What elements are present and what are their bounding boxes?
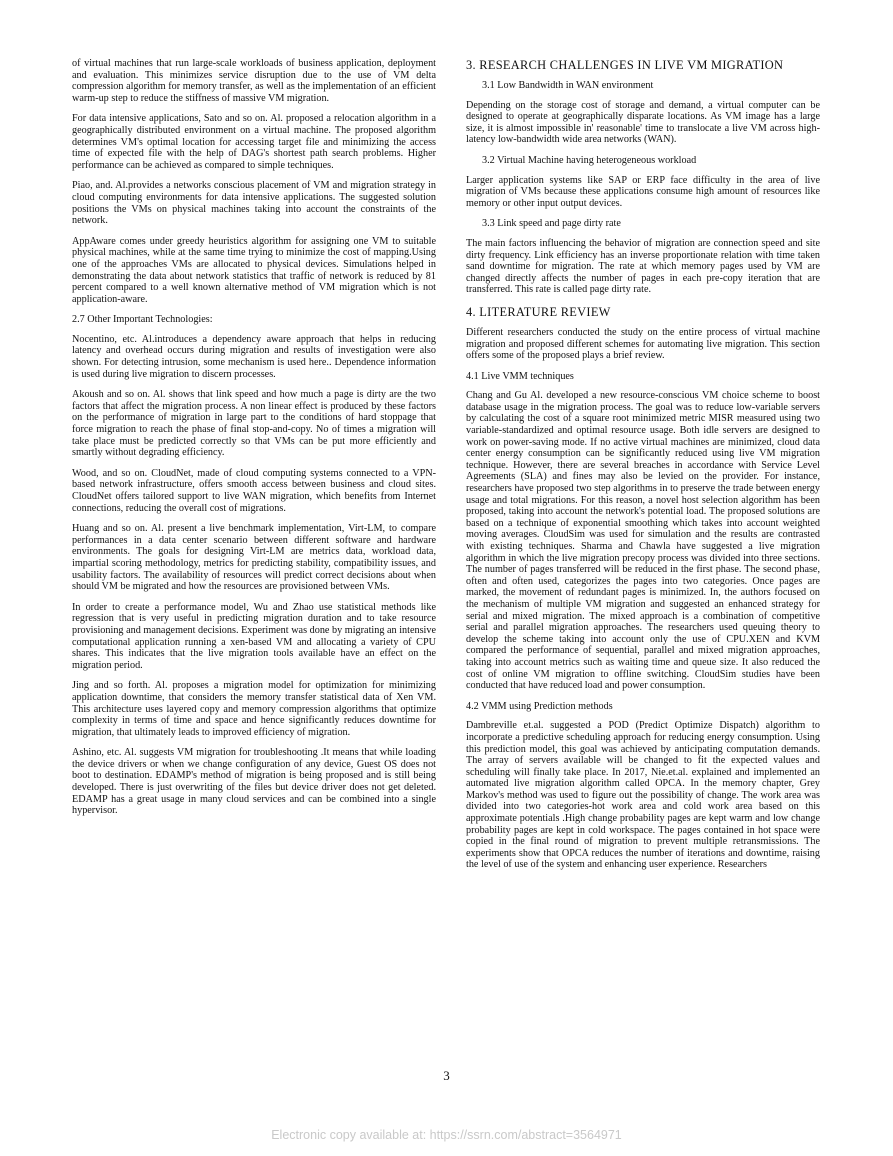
paragraph: Huang and so on. Al. present a live benchmark implementation, Virt-LM, to compare performances in a data center scenario between different software and hardware environments. The goals for designing Virt-LM are metrics data, workload data, impartial scoring methodology, metrics for predicting stability, compatibility issues, and usability factors. The availability of resources will predict correct decisions about when should VM be migrated and how the resources are provisioned between VMs.: [72, 523, 436, 593]
paragraph: Ashino, etc. Al. suggests VM migration for troubleshooting .It means that while loading the device drivers or when we change configuration of any device, Guest OS does not boot to destination. EDAMP's method of migration is being proposed and is still being developed. There is just overwriting of the files but device driver does not get deleted. EDAMP has a great usage in many cloud services and can be combined into a single hypervisor.: [72, 747, 436, 817]
paragraph: Nocentino, etc. Al.introduces a dependency aware approach that helps in reducing latency and overhead occurs during migration and results of investigation were also shown. For detecting intrusion, some mechanism is used here.. Dependence information is used during live migration to discern processes.: [72, 333, 436, 380]
paragraph: AppAware comes under greedy heuristics algorithm for assigning one VM to suitable physical machines, while at the same time trying to minimize the cost of mapping.Using one of the approaches VMs are allocated to physical devices. Simulations helped in demonstrating the data about network statistics that traffic of network is reduced by 81 percent compared to a well known alternative method of VM migration which is not application-aware.: [72, 235, 436, 305]
subsection-heading-3-1: 3.1 Low Bandwidth in WAN environment: [482, 80, 654, 91]
paragraph: In order to create a performance model, Wu and Zhao use statistical methods like regression that is very useful in predicting migration duration and to take resource provisioning and management decisions. Experiment was done by migrating an intensive computational application running a xen-based VM and allocating a variety of CPU shares. This indicates that the live migration tools available have an effect on the migration period.: [72, 601, 436, 671]
paragraph: The main factors influencing the behavior of migration are connection speed and site dirty frequency. Link efficiency has an inverse proportionate relation with time taken sand downtime for migration. The rate at which memory pages used by VM are changed directly affects the number of pages in each pre-copy iteration that are transferred. This rate is called page dirty rate.: [466, 237, 820, 296]
section-heading-3: 3. RESEARCH CHALLENGES IN LIVE VM MIGRATION: [466, 58, 784, 72]
paragraph: Wood, and so on. CloudNet, made of cloud computing systems connected to a VPN-based network infrastructure, offers smooth access between business and cloud sites. CloudNet offers tailored support to live WAN migration, which benefits from Internet connections, reducing the overall cost of migrations.: [72, 467, 436, 514]
page-number: 3: [443, 1068, 450, 1083]
paragraph: Akoush and so on. Al. shows that link speed and how much a page is dirty are the two factors that affect the migration process. A non linear effect is produced by these factors on the performance of migration in large part to the conditions of hard stoppage that force migration to reach the phase of final stop-and-copy. No of times a migration will take place must be predicted correctly so that VMs can be put more efficiently and smartly without degrading efficiency.: [72, 389, 436, 459]
subsection-heading-4-1: 4.1 Live VMM techniques: [466, 370, 574, 382]
paragraph: Depending on the storage cost of storage and demand, a virtual computer can be designed to operate at geographically disparate locations. As VM image has a large size, it is almost impossible in' reasonable' time to translocate a live VM across high-latency low-bandwidth wide area networks (WAN).: [466, 99, 820, 146]
paragraph: Dambreville et.al. suggested a POD (Predict Optimize Dispatch) algorithm to incorporate a predictive scheduling approach for reducing energy consumption. Using this prediction model, this goal was achieved by anticipating computation demands. The array of servers available will be changed to fit the expected values and scheduling will finally take place. In 2017, Nie.et.al. explained and implemented an automated live migration algorithm called OPCA. In the memory chapter, Grey Markov's method was used to figure out the possibility of change. The work area was divided into two categories-hot work area and cold work area based on this approximate potentials .High change probability pages are kept warm and low change probability pages are kept in cold workspace. The pages contained in hot space were copied in the final round of migration to prevent multiple retransmissions. The experiments show that OPCA reduces the number of iterations and downtime, raising the level of use of the system and enhancing user experience. Researchers: [466, 720, 820, 871]
paragraph: For data intensive applications, Sato and so on. Al. proposed a relocation algorithm in a geographically distributed environment on a virtual machine. The proposed algorithm determines VM's optimal location for accessing target file and minimizing the access time of expected file with the help of DAG's shortest path search problems. Higher performance can be achieved as compared to simple techniques.: [72, 113, 436, 171]
right-column: [466, 58, 820, 880]
paragraph: Chang and Gu Al. developed a new resource-conscious VM choice scheme to boost database usage in the migration process. The goal was to reduce low-variable servers by calculating the cost of a square root minimized metric MISR measured using two variable-standardized and optimal resource usage. Both idle servers are designed to work on power-saving mode. If no active virtual machines are minimized, cloud data center energy consumption can be significantly reduced using live VM migration technique. However, there are several breaches in accordance with Service Level Agreements (SLA) and fines may also be levied on the provider. For instance, researchers have proposed two step algorithms in to preserve the trade between energy usage and total migrations. For this reason, a novel host selection algorithm has been proposed, taking into account the network's potential load. The proposed solutions are based on a technique of exponential smoothing which takes into account weighted moving averages. CloudSim was used for simulation and the results are contrasted with existing techniques. Sharma and Chawla have suggested a live migration algorithm in which the live migration precopy process was divided into three sections. The number of pages transferred will be reduced in the first phase. The second phase, often and often used, categorizes the pages into two categories. Once pages are marked, the movement of redundant pages is minimized. In, the authors focused on the mechanism of multiple VM migration and suggested an enhanced strategy for serial and mixed migration. The mixed approach is a combination of competitive serial and parallel migration approaches. The researchers used queuing theory to develop the scheme taking into account only the use of CPU.XEN and KVM compared the performance of sequential, parallel and mixed migration approaches, taking into account metrics such as waiting time and queue size. It also reduced the cost of online VM migration to offline switching. CloudSim studies have been conducted that have reduced load and power consumption.: [466, 390, 820, 692]
subsection-heading-4-2: 4.2 VMM using Prediction methods: [466, 700, 613, 712]
footer-ssrn-notice: Electronic copy available at: https://ssrn.com/abstract=3564971: [271, 1128, 622, 1142]
section-heading-4: 4. LITERATURE REVIEW: [466, 304, 611, 319]
subsection-heading-2-7: 2.7 Other Important Technologies:: [72, 314, 213, 326]
paragraph: Different researchers conducted the study on the entire process of virtual machine migration and proposed different schemes for automating live migration. This section offers some of the proposed plays a brief review.: [466, 326, 820, 362]
left-column: [72, 58, 436, 826]
paragraph: Larger application systems like SAP or ERP face difficulty in the area of live migration of VMs because these applications consume high amount of resources like memory or other input output devices.: [466, 174, 820, 209]
paragraph: Piao, and. Al.provides a networks conscious placement of VM and migration strategy in cloud computing environments for data intensive applications. The suggested solution positions the VMs on physical machines taking into account the constraints of the network.: [72, 180, 436, 227]
subsection-heading-3-3: 3.3 Link speed and page dirty rate: [482, 218, 621, 230]
subsection-heading-3-2: 3.2 Virtual Machine having heterogeneous workload: [482, 154, 697, 166]
paragraph: of virtual machines that run large-scale workloads of business application, deployment and evaluation. This minimizes service disruption due to the use of VM delta compression algorithm for memory transfer, as well as the implementation of an efficient warm-up step to reduce the stiffness of massive VM migration.: [72, 58, 436, 104]
paragraph: Jing and so forth. Al. proposes a migration model for optimization for minimizing application downtime, that considers the memory transfer statistical data of Xen VM. This architecture uses layered copy and memory compression algorithms that optimize complexity in terms of time and space and hence significantly reduces downtime for migration, that ultimately leads to improved efficiency of migration.: [72, 680, 436, 738]
